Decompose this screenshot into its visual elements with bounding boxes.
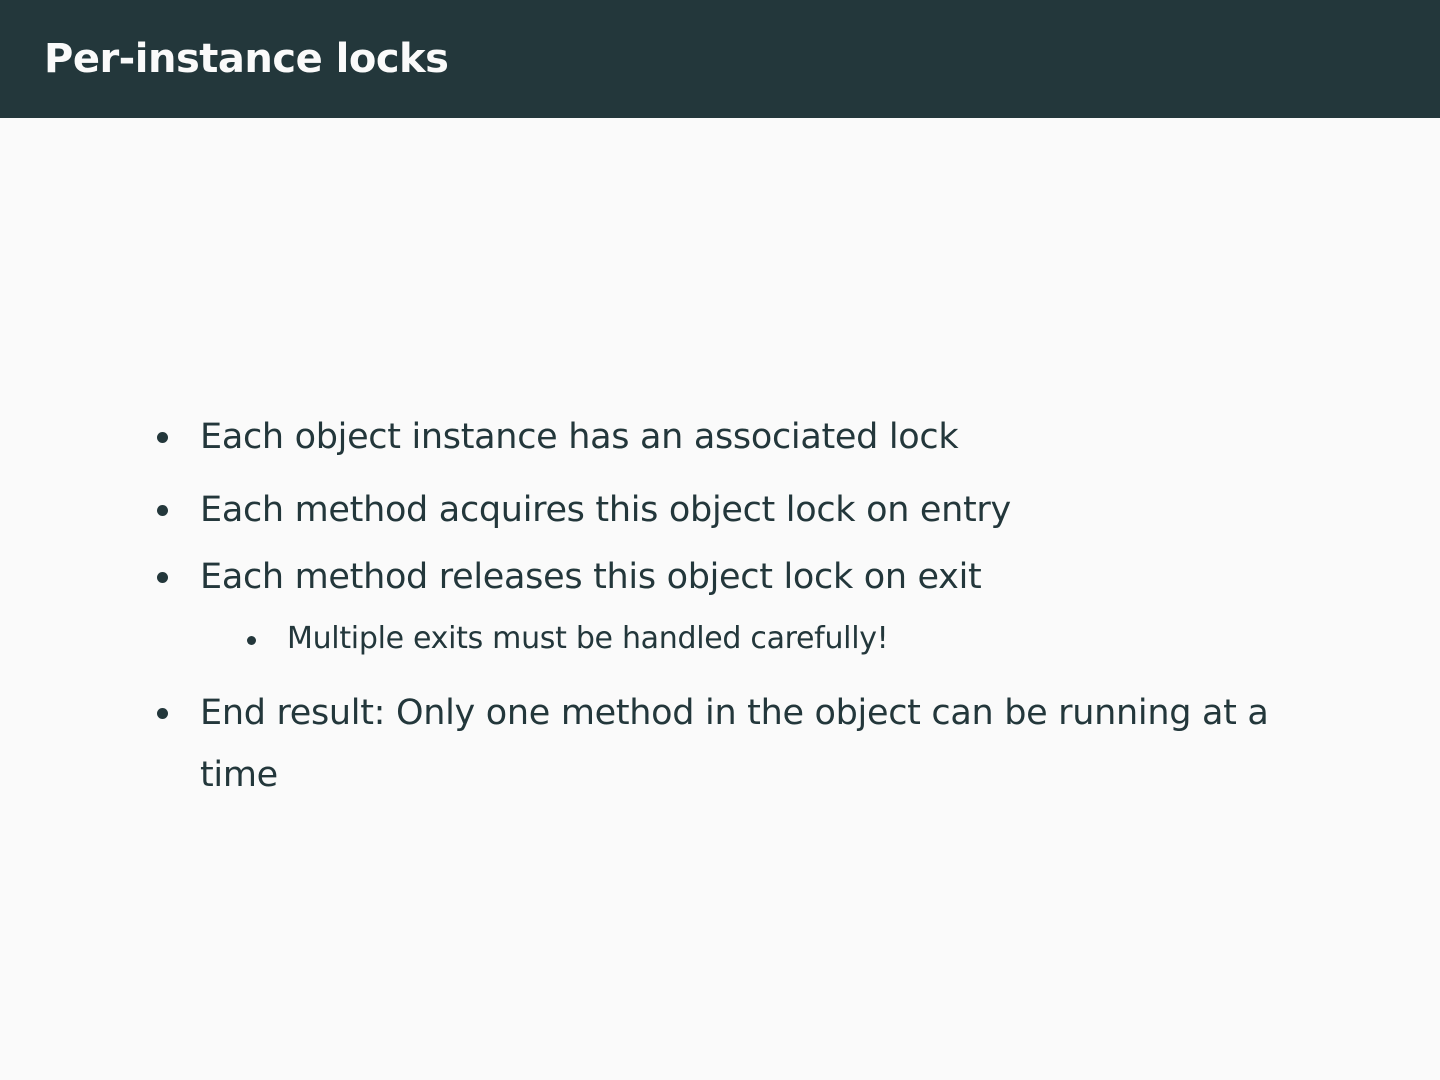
slide-title: Per-instance locks [44, 36, 449, 82]
sub-bullet-item [287, 617, 1287, 661]
sub-bullet-dot-icon [247, 636, 256, 645]
bullet-item [200, 406, 1330, 468]
bullet-dot-icon [157, 432, 168, 443]
bullet-item [200, 546, 1330, 608]
sub-bullet-text: Multiple exits must be handled carefully! [287, 621, 889, 656]
bullet-text: Each method acquires this object lock on entry [200, 490, 1011, 530]
bullet-item [200, 682, 1330, 806]
bullet-dot-icon [157, 708, 168, 719]
title-bar [0, 0, 1440, 118]
bullet-text: Each object instance has an associated lock [200, 417, 959, 457]
bullet-dot-icon [157, 572, 168, 583]
bullet-dot-icon [157, 505, 168, 516]
bullet-text: Each method releases this object lock on exit [200, 557, 982, 597]
bullet-item [200, 479, 1330, 541]
bullet-text: End result: Only one method in the object can be running at a time [200, 693, 1269, 795]
